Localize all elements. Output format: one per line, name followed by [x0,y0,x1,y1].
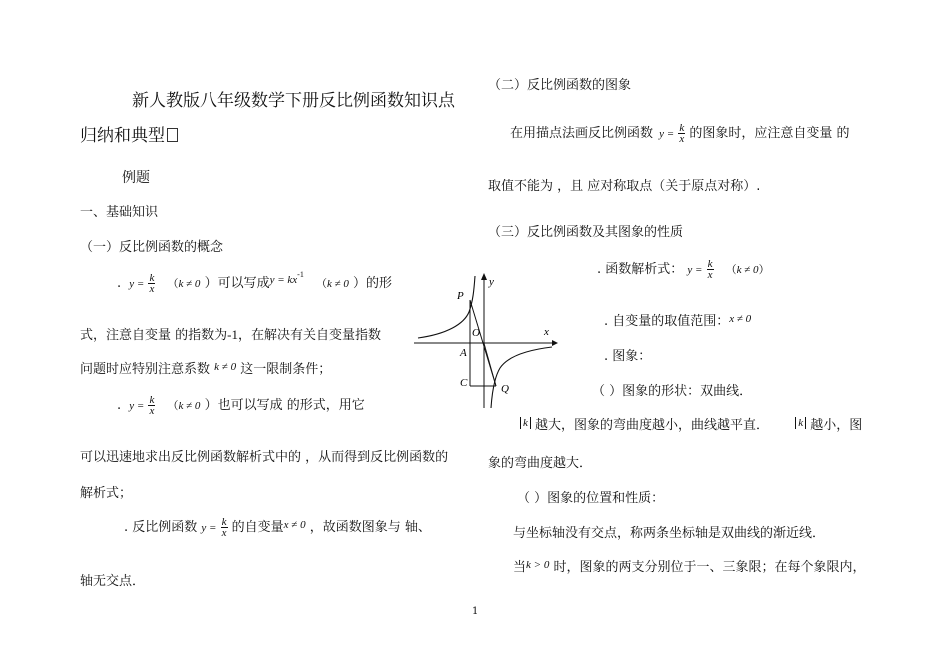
property-line-2 [604,310,751,329]
label-C: C [460,377,468,389]
formula-y: y = [129,400,145,412]
formula-fraction [148,273,155,294]
subtitle: 例题 [122,170,150,186]
line-text: 式，注意自变量 的指数为 [80,328,228,343]
property-line-8: 与坐标轴没有交点，称两条坐标轴是双曲线的渐近线． [513,526,826,541]
frac-den: x [149,405,155,417]
hyperbola-branch-lower [491,347,552,408]
property-line-7: （ ）图象的位置和性质： [517,491,665,506]
frac-num: k [221,516,227,528]
line-text: 当 [513,560,527,575]
abs-k: k [520,417,531,429]
condition-k-2: k ≠ 0 [326,278,349,290]
oq-segment [484,343,496,386]
condition-x: x ≠ 0 [283,519,306,531]
line-text-2: 时，图象的两支分别位于一、三象限；在每个象限内， [553,560,866,575]
frac-num: k [679,122,685,134]
frac-den: x [221,527,227,539]
frac-num: k [149,394,155,406]
title-line-1: 新人教版八年级数学下册反比例函数知识点 [132,91,455,111]
frac-den: x [679,133,685,145]
property-line-5 [520,414,862,433]
property-line-1 [597,258,770,288]
paren-open: （ [167,400,179,412]
condition-k: k ≠ 0 [178,400,201,412]
line-text-2: 的自变量 [231,520,284,535]
paren-open: （ [167,278,179,290]
property-line-4: （ ）图象的形状：双曲线． [592,384,753,399]
concept-line-3 [80,358,331,377]
formula-fraction [148,395,155,416]
line-text: ）可以写成 [204,276,270,291]
label-y: y [489,276,494,288]
exponent: -1 [297,270,304,279]
concept-line-1 [117,270,392,300]
subsection-heading-1: （一）反比例函数的概念 [80,240,224,255]
hyperbola-branch-upper [418,276,475,338]
line-text: . 反比例函数 [124,520,198,535]
label-O: O [472,327,480,339]
frac-den: x [707,269,713,281]
concept-line-7 [124,516,431,546]
frac-num: k [707,258,713,270]
subsection-heading-2: （二）反比例函数的图象 [488,78,632,93]
paren-close: ） [758,264,770,276]
condition-k: k ≠ 0 [214,361,237,373]
title-line-2-text: 归纳和典型 [80,126,165,146]
exponent-value: -1 [227,327,238,342]
y-axis-arrow [481,273,487,280]
line-text: 越大，图象的弯曲度越小，曲线越平直． [535,418,770,433]
condition-k-positive: k > 0 [526,559,550,571]
label-P: P [457,290,464,302]
missing-glyph-box [167,128,178,142]
concept-line-2 [80,324,381,343]
formula-y: y = [687,264,703,276]
line-text-2: ）的形 [353,276,393,291]
condition-k: k ≠ 0 [178,278,201,290]
property-line-6: 象的弯曲度越大． [488,456,593,471]
formula-y: y = [201,522,217,534]
line-text: 问题时应特别注意系数 [80,362,211,377]
x-axis-arrow [552,340,558,346]
graph-line-1 [510,122,850,152]
line-dot: . [117,276,122,291]
abs-k-2: k [795,417,806,429]
concept-line-5: 可以迅速地求出反比例函数解析式中的 ，从而得到反比例函数的 [80,450,449,465]
concept-line-4 [117,394,365,424]
concept-line-6: 解析式； [80,486,133,501]
line-text-tail: ，在解决有关自变量指数 [237,328,381,343]
graph-line-2: 取值不能为 ，且 应对称取点（关于原点对称）. [488,179,761,194]
property-line-9 [513,556,865,575]
line-text: . 函数解析式： [597,262,684,277]
section-heading: 一、基础知识 [80,205,159,220]
frac-num: k [149,272,155,284]
page-number: 1 [472,606,479,617]
line-text-3: ，故函数图象与 轴、 [309,520,431,535]
line-text: 在用描点法画反比例函数 [510,126,654,141]
line-text-2: 越小，图 [810,418,863,433]
paren-open-2: （ [315,278,327,290]
paren-open: （ [725,264,737,276]
condition-x: x ≠ 0 [729,313,752,325]
title-line-2 [80,121,178,146]
label-x: x [544,326,549,338]
line-text-tail: 这一限制条件； [240,362,332,377]
line-text-2: 的图象时，应注意自变量 的 [689,126,850,141]
formula-fraction [221,517,228,538]
formula-kx: y = kx [269,274,298,286]
label-Q: Q [501,383,509,395]
concept-line-8: 轴无交点． [80,574,146,589]
formula-fraction [678,123,685,144]
formula-fraction [707,259,714,280]
line-text: . 自变量的取值范围： [604,314,730,329]
hyperbola-figure [412,268,564,410]
frac-den: x [149,283,155,295]
label-A: A [460,347,467,359]
condition-k: k ≠ 0 [736,264,759,276]
formula-y: y = [659,128,675,140]
line-text: ）也可以写成 的形式，用它 [204,398,365,413]
property-line-3: . 图象： [604,349,652,364]
subsection-heading-3: （三）反比例函数及其图象的性质 [488,225,684,240]
line-dot: . [117,398,122,413]
formula-y: y = [129,278,145,290]
